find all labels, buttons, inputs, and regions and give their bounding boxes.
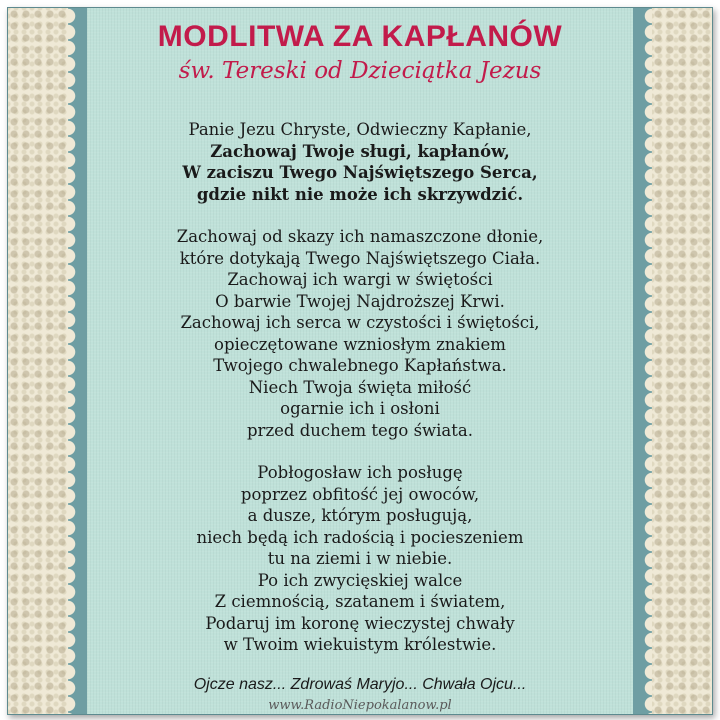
prayer-line: niech będą ich radością i pocieszeniem [196,527,524,547]
prayer-line: poprzez obfitość jej owoców, [240,484,480,504]
prayer-text [87,119,633,656]
lace-border-right [652,8,712,714]
prayer-line: Zachowaj ich serca w czystości i świętości, [180,313,540,332]
prayer-line: Pobłogosław ich posługę [257,463,463,482]
prayer-line: Podaruj im koronę wieczystej chwały [205,613,515,633]
lace-scallop-left [68,8,82,714]
prayer-subtitle: św. Tereski od Dzieciątka Jezus [178,58,542,84]
closing-prayers: Ojcze nasz... Zdrowaś Maryjo... Chwała Ojcu... [193,676,527,693]
prayer-line: Z ciemnością, szatanem i światem, [214,592,506,611]
website-url: www.RadioNiepokalanow.pl [268,698,452,713]
stanza-gap [87,205,633,226]
prayer-line: ogarnie ich i osłoni [280,399,440,418]
prayer-line: Zachowaj od skazy ich namaszczone dłonie, [176,227,544,246]
prayer-title: MODLITWA ZA KAPŁANÓW [157,20,563,53]
prayer-line: Zachowaj ich wargi w świętości [227,270,493,289]
prayer-line: w Twoim wiekuistym królestwie. [223,635,497,654]
prayer-panel [87,8,633,714]
lace-scallop-right [638,8,652,714]
prayer-line: Twojego chwalebnego Kapłaństwa. [213,356,507,375]
prayer-card [7,7,713,715]
prayer-line: Po ich zwycięskiej walce [257,570,463,590]
lace-border-left [8,8,68,714]
prayer-line: Niech Twoja święta miłość [248,377,472,397]
prayer-line: przed duchem tego świata. [247,420,473,440]
prayer-line: tu na ziemi i w niebie. [267,549,453,568]
prayer-line: Zachowaj Twoje sługi, kapłanów, [210,141,510,161]
prayer-line: a dusze, którym posługują, [247,506,473,525]
prayer-line: Panie Jezu Chryste, Odwieczny Kapłanie, [188,120,532,139]
prayer-line: opieczętowane wzniosłym znakiem [214,334,506,354]
prayer-line: O barwie Twojej Najdroższej Krwi. [215,291,505,311]
prayer-line: W zaciszu Twego Najświętszego Serca, [182,163,538,182]
stanza-gap [87,441,633,462]
prayer-line: gdzie nikt nie może ich skrzywdzić. [196,184,524,204]
prayer-line: które dotykają Twego Najświętszego Ciała. [179,248,541,268]
